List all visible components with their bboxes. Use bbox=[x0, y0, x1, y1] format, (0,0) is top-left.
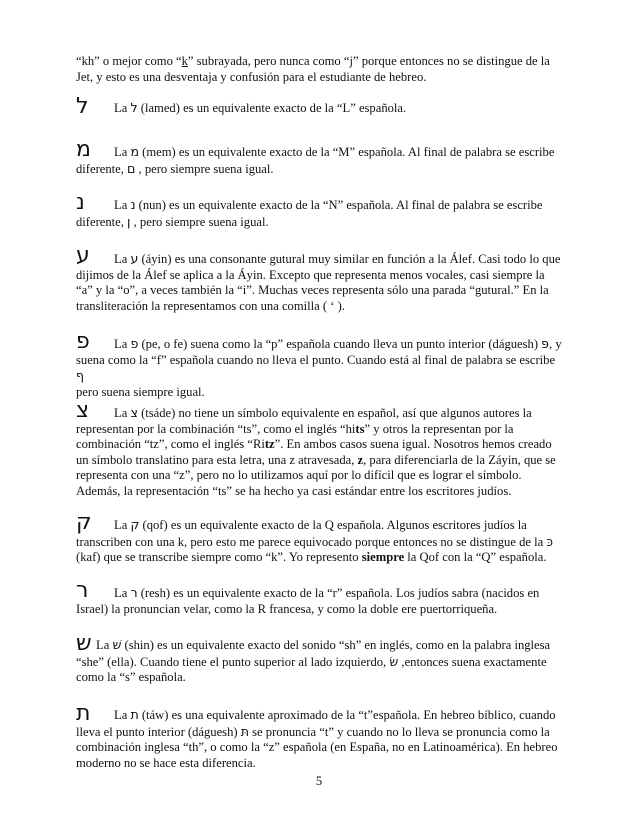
ayin-paragraph bbox=[76, 251, 562, 314]
resh-text: La bbox=[114, 586, 131, 600]
lamed-text-2: (lamed) es un equivalente exacto de la “L” española. bbox=[137, 101, 407, 115]
qof-text-3: transcriben con una k, pero esto me parece equivocado porque entonces no se distingue de la bbox=[76, 534, 547, 549]
tsade-text-3: representan por la combinación “ts”, como el inglés “hi bbox=[76, 421, 356, 436]
kaf-inline-letter: כּ bbox=[546, 533, 554, 549]
pe-inline-letter: פ bbox=[130, 336, 139, 351]
tsade-text-8: , para diferenciarla de la Záyin, que se bbox=[363, 452, 556, 467]
taw-paragraph bbox=[76, 707, 562, 771]
tsade-bold-z: z bbox=[357, 452, 364, 467]
final-nun-letter: ן bbox=[127, 213, 131, 229]
tsade-text-6: ”. En ambos casos suena igual. Nosotros hemos creado bbox=[274, 437, 552, 451]
lamed-inline-letter: ל bbox=[130, 100, 138, 115]
mem-text: La bbox=[114, 145, 131, 159]
pe-text-2: (pe, o fe) suena como la “p” española cuando lleva un punto interior (dáguesh) bbox=[138, 337, 542, 351]
shin-glyph: ש bbox=[76, 631, 92, 656]
ayin-text: La bbox=[114, 252, 131, 266]
page-number: 5 bbox=[315, 774, 323, 788]
tsade-inline-letter: צ bbox=[130, 405, 138, 420]
final-pe-letter: ף bbox=[76, 368, 85, 383]
underlined-k: k bbox=[181, 54, 188, 68]
qof-text-5: la Qof con la “Q” española. bbox=[404, 550, 547, 564]
taw-text-6: moderno no se hace esta diferencia. bbox=[76, 755, 256, 770]
pe-text: La bbox=[114, 337, 131, 351]
tsade-text-4: ” y otros la representan por la bbox=[364, 421, 514, 436]
shin-text-4: ,entonces suena exactamente bbox=[398, 654, 547, 669]
intro-paragraph bbox=[76, 54, 562, 85]
final-mem-letter: ם bbox=[127, 160, 136, 176]
nun-inline-letter: נ bbox=[130, 197, 136, 212]
taw-dagesh-letter: תּ bbox=[240, 723, 249, 739]
pe-text-5: pero suena siempre igual. bbox=[76, 384, 205, 399]
tsade-glyph: צ bbox=[76, 398, 90, 423]
qof-text-2: (qof) es un equivalente exacto de la Q española. Algunos escritores judíos la bbox=[139, 518, 527, 532]
lamed-paragraph bbox=[76, 100, 562, 117]
taw-glyph: ת bbox=[76, 701, 91, 726]
nun-text-4: , pero siempre suena igual. bbox=[130, 214, 269, 229]
shin-paragraph bbox=[76, 637, 562, 686]
tsade-text: La bbox=[114, 406, 131, 420]
mem-paragraph bbox=[76, 144, 562, 177]
shin-inline-letter: שׁ bbox=[112, 637, 122, 652]
pe-glyph: פ bbox=[76, 329, 90, 354]
taw-text: La bbox=[114, 708, 131, 722]
tsade-text-5: combinación “tz”, como el inglés “Ri bbox=[76, 437, 265, 451]
tsade-text-9: representa con una “z”, pero no lo utilizamos aquí por lo difícil que es lograr el símbolo. bbox=[76, 468, 522, 482]
pe-paragraph bbox=[76, 336, 562, 400]
mem-inline-letter: מ bbox=[130, 144, 139, 159]
ayin-inline-letter: ע bbox=[130, 251, 139, 266]
mem-text-2: (mem) es un equivalente exacto de la “M” española. Al final de palabra se escribe bbox=[139, 145, 555, 159]
intro-text-1: “kh” o mejor como “ bbox=[76, 54, 182, 68]
taw-text-2: (táw) es una equivalente aproximado de la “t”española. En hebreo bíblico, cuando bbox=[138, 708, 556, 722]
qof-text-4: (kaf) que se transcribe siempre como “k”. Yo represento bbox=[76, 550, 362, 564]
pe-text-3: , y bbox=[549, 337, 562, 351]
mem-text-4: , pero siempre suena igual. bbox=[135, 161, 274, 176]
pe-text-4: suena como la “f” española cuando no lleva el punto. Cuando está al final de palabra se escribe bbox=[76, 352, 556, 367]
ayin-text-2: (áyin) es una consonante gutural muy similar en función a la Álef. Casi todo lo que bbox=[138, 252, 561, 266]
tsade-paragraph bbox=[76, 405, 562, 499]
intro-text-2: ” subrayada, pero nunca como “j” porque entonces no se distingue de la Jet, y esto es una desventaja y confusión para el estudiante de hebreo. bbox=[76, 54, 550, 84]
mem-text-3: diferente, bbox=[76, 161, 128, 176]
lamed-text: La bbox=[114, 101, 131, 115]
taw-text-4: se pronuncia “t” y cuando no lo lleva se pronuncia como la bbox=[249, 724, 550, 739]
tsade-bold-tz: tz bbox=[264, 437, 275, 451]
shin-text-2: (shin) es un equivalente exacto del sonido “sh” en inglés, como en la palabra inglesa bbox=[121, 638, 551, 652]
shin-text-3: “she” (ella). Cuando tiene el punto superior al lado izquierdo, bbox=[76, 654, 390, 669]
ayin-glyph: ע bbox=[76, 243, 90, 268]
qof-bold-siempre: siempre bbox=[361, 550, 405, 564]
tsade-text-7: un símbolo translatino para esta letra, una z atravesada, bbox=[76, 452, 358, 467]
taw-text-5: combinación inglesa “th”, o como la “z” española (en España, no en Latinoamérica). En hebreo bbox=[76, 740, 558, 754]
nun-text-3: diferente, bbox=[76, 214, 128, 229]
sin-inline-letter: שׂ bbox=[389, 653, 399, 669]
resh-inline-letter: ר bbox=[130, 585, 138, 600]
shin-text-5: como la “s” española. bbox=[76, 670, 186, 684]
lamed-glyph: ל bbox=[76, 94, 89, 119]
nun-text-2: (nun) es un equivalente exacto de la “N” española. Al final de palabra se escribe bbox=[135, 198, 543, 212]
nun-glyph: נ bbox=[76, 190, 85, 215]
resh-paragraph bbox=[76, 585, 562, 617]
tsade-text-10: Además, la representación “ts” se ha hecho ya casi estándar entre los escritores judíos. bbox=[76, 483, 512, 498]
mem-glyph: מ bbox=[76, 137, 91, 162]
resh-text-3: Israel) la pronuncian velar, como la R francesa, y como la doble ere puertorriqueña. bbox=[76, 601, 498, 616]
resh-glyph: ר bbox=[76, 578, 89, 603]
taw-text-3: lleva el punto interior (dáguesh) bbox=[76, 724, 241, 739]
qof-text: La bbox=[114, 518, 131, 532]
pe-dagesh-letter: פּ bbox=[541, 336, 550, 351]
tsade-bold-ts: ts bbox=[355, 421, 365, 436]
qof-glyph: ק bbox=[76, 510, 92, 535]
resh-text-2: (resh) es un equivalente exacto de la “r” española. Los judíos sabra (nacidos en bbox=[137, 586, 540, 600]
qof-paragraph bbox=[76, 517, 562, 566]
nun-text: La bbox=[114, 198, 131, 212]
tsade-text-2: (tsáde) no tiene un símbolo equivalente en español, así que algunos autores la bbox=[137, 406, 532, 420]
taw-inline-letter: ת bbox=[130, 707, 139, 722]
qof-inline-letter: ק bbox=[130, 517, 140, 532]
ayin-text-3: dijimos de la Álef se aplica a la Áyin. Excepto que representa menos vocales, casi siempre la “a” y la “o”, a veces también la “i”. Muchas veces representa sólo una parada “gutural.” En la transliteración la representamos con una comilla ( ‘ ). bbox=[76, 267, 549, 313]
nun-paragraph bbox=[76, 197, 562, 230]
shin-text: La bbox=[96, 638, 113, 652]
